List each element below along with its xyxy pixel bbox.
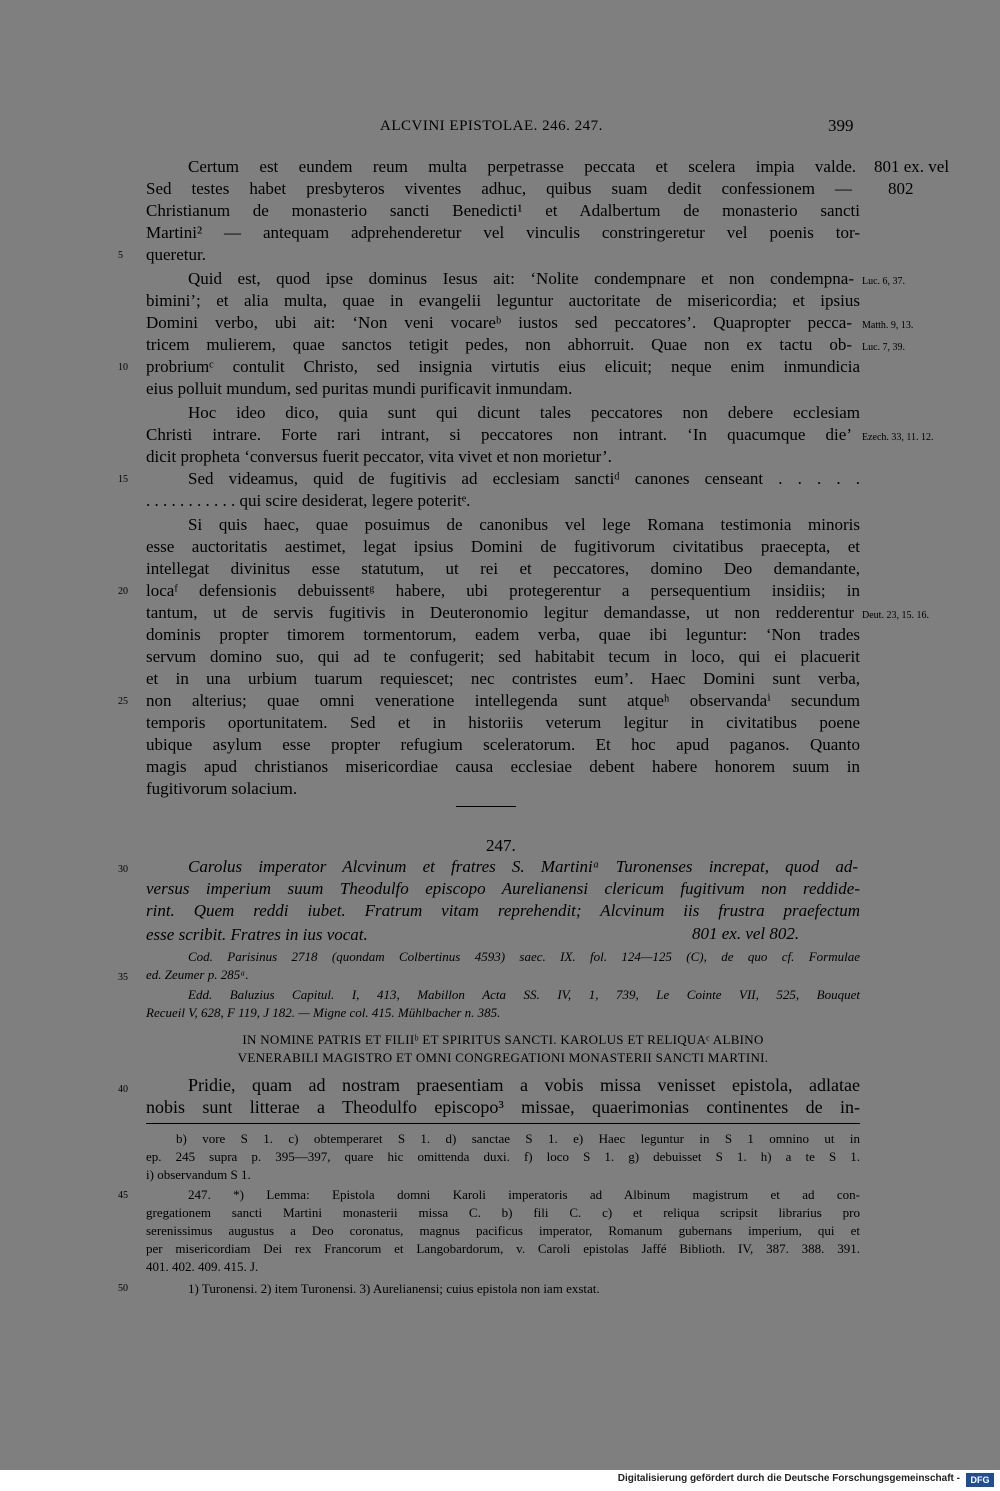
letter-text-line: nobis sunt litterae a Theodulfo episcopo³ missae, quaerimonias continentes de in- xyxy=(146,1097,860,1117)
digitization-footer xyxy=(0,1470,1000,1491)
margin-reference: Deut. 23, 15. 16. xyxy=(862,610,929,621)
text-line: tantum, ut de servis fugitivis in Deuteronomio legitur demandasse, ut non redderentur xyxy=(146,603,854,622)
text-line: Si quis haec, quae posuimus de canonibus vel lege Romana testimonia minoris xyxy=(188,515,860,534)
footnote-line: gregationem sancti Martini monasterii missa C. b) fili C. c) et reliqua scripsit librarius pro xyxy=(146,1205,860,1220)
letter-heading: VENERABILI MAGISTRO ET OMNI CONGREGATIONI MONASTERII SANCTI MARTINI. xyxy=(237,1050,769,1065)
letter-heading: IN NOMINE PATRIS ET FILIIᵇ ET SPIRITUS SANCTI. KAROLUS ET RELIQUAᶜ ALBINO xyxy=(242,1032,764,1047)
summary-line: esse scribit. Fratres in ius vocat. xyxy=(146,925,368,944)
margin-reference: Ezech. 33, 11. 12. xyxy=(862,432,934,443)
text-line: magis apud christianos misericordiae causa ecclesiae debent habere honorem suum in xyxy=(146,757,860,776)
text-line: dominis propter timorem tormentorum, eadem verba, quae ibi leguntur: ‘Non trades xyxy=(146,625,860,644)
margin-reference: Matth. 9, 13. xyxy=(862,320,914,331)
footnote-line: 401. 402. 409. 415. J. xyxy=(146,1259,259,1274)
footer-text: Digitalisierung gefördert durch die Deutsche Forschungsgemeinschaft - xyxy=(617,1473,960,1484)
text-line: tricem mulierem, quae sanctos tetigit pedes, non abhorruit. Quae non ex tactu ob- xyxy=(146,335,852,354)
text-line: Quid est, quod ipse dominus Iesus ait: ‘Nolite condempnare et non condempna- xyxy=(188,269,854,288)
summary-line: versus imperium suum Theodulfo episcopo Aurelianensi clericum fugitivum non reddide- xyxy=(146,879,860,898)
line-number: 30 xyxy=(118,864,128,875)
line-number: 5 xyxy=(118,250,123,261)
source-line: Recueil V, 628, F 119, J 182. — Migne col. 415. Mühlbacher n. 385. xyxy=(146,1005,501,1020)
text-line: Martini² — antequam adprehenderetur vel vinculis constringeretur vel poenis tor- xyxy=(146,223,860,242)
margin-reference: Luc. 6, 37. xyxy=(862,276,906,287)
text-line: non alterius; quae omni veneratione intellegenda sunt atqueʰ observandaⁱ secundum xyxy=(146,691,860,710)
text-line: esse auctoritatis aestimet, legat ipsius Domini de fugitivorum civitatibus praecepta, et xyxy=(146,537,860,556)
footnote-line: serenissimus augustus a Deo coronatus, magnus pacificus imperator, Romanum gubernans imperium, qui et xyxy=(146,1223,860,1238)
text-line: intellegat divinitus esse statutum, ut rei et peccatores, domino Deo demandante, xyxy=(146,559,860,578)
text-line: Christi intrare. Forte rari intrant, si peccatores non intrant. ‘In quacumque die’ xyxy=(146,425,852,444)
section-separator xyxy=(500,806,514,807)
line-number: 20 xyxy=(118,586,128,597)
source-line: Edd. Baluzius Capitul. I, 413, Mabillon Acta SS. IV, 1, 739, Le Cointe VII, 525, Bouquet xyxy=(188,987,860,1002)
text-line: Hoc ideo dico, quia sunt qui dicunt tales peccatores non debere ecclesiam xyxy=(188,403,860,422)
source-line: ed. Zeumer p. 285ᵃ. xyxy=(146,967,249,982)
line-number: 40 xyxy=(118,1084,128,1095)
text-line: Domini verbo, ubi ait: ‘Non veni vocareᵇ iustos sed peccatores’. Quapropter pecca- xyxy=(146,313,852,332)
footnote-line: 1) Turonensi. 2) item Turonensi. 3) Aurelianensi; cuius epistola non iam exstat. xyxy=(188,1281,600,1296)
margin-date-line2: 802 xyxy=(888,179,914,198)
line-number: 25 xyxy=(118,696,128,707)
text-line: fugitivorum solacium. xyxy=(146,779,298,798)
text-line: dicit propheta ‘conversus fuerit peccator, vita vivet et non morietur’. xyxy=(146,447,612,466)
text-line: Sed videamus, quid de fugitivis ad ecclesiam sanctiᵈ canones censeant . . . . . xyxy=(188,469,860,488)
footnote-line: ep. 245 supra p. 395—397, quare hic omittenda duxi. f) loco S 1. g) debuisset S 1. h) a te S 1. xyxy=(146,1149,860,1164)
footnote-line: b) vore S 1. c) obtemperaret S 1. d) sanctae S 1. e) Haec leguntur in S 1 omnino ut in xyxy=(176,1131,860,1146)
line-number: 10 xyxy=(118,362,128,373)
line-number: 45 xyxy=(118,1190,128,1201)
footnote-rule xyxy=(146,1123,860,1124)
text-line: . . . . . . . . . . . qui scire desiderat, legere poteritᵉ. xyxy=(146,491,471,510)
summary-line: Carolus imperator Alcvinum et fratres S. Martiniᵃ Turonenses increpat, quod ad- xyxy=(188,857,858,876)
source-line: Cod. Parisinus 2718 (quondam Colbertinus 4593) saec. IX. fol. 124—125 (C), de quo cf. Formulae xyxy=(188,949,860,964)
dfg-logo[interactable]: DFG xyxy=(966,1473,994,1487)
running-title: ALCVINI EPISTOLAE. 246. 247. xyxy=(380,118,603,134)
text-line: eius polluit mundum, sed puritas mundi purificavit inmundam. xyxy=(146,379,573,398)
text-line: Certum est eundem reum multa perpetrasse peccata et scelera impia valde. xyxy=(188,157,856,176)
summary-line: rint. Quem reddi iubet. Fratrum vitam reprehendit; Alcvinum iis frustra praefectum xyxy=(146,901,860,920)
text-line: et in una urbium tuarum requiescet; nec contristes eum’. Haec Domini sunt verba, xyxy=(146,669,860,688)
text-line: ubique asylum esse propter refugium sceleratorum. Et hoc apud paganos. Quanto xyxy=(146,735,860,754)
line-number: 35 xyxy=(118,972,128,983)
text-line: queretur. xyxy=(146,245,206,264)
footnote-line: 247. *) Lemma: Epistola domni Karoli imperatoris ad Albinum magistrum et ad con- xyxy=(188,1187,860,1202)
line-number: 15 xyxy=(118,474,128,485)
text-line: Sed testes habet presbyteros viventes adhuc, quibus suam dedit confessionem — xyxy=(146,179,852,198)
page-number: 399 xyxy=(828,116,854,135)
margin-reference: Luc. 7, 39. xyxy=(862,342,906,353)
line-number: 50 xyxy=(118,1283,128,1294)
text-line: bimini’; et alia multa, quae in evangelii leguntur auctoritate de misericordia; et ipsius xyxy=(146,291,860,310)
text-line: servum domino suo, qui ad te confugerit; sed habitabit tecum in loco, qui ei placuerit xyxy=(146,647,860,666)
text-line: locaᶠ defensionis debuissentᵍ habere, ubi protegerentur a persequentium insidiis; in xyxy=(146,581,860,600)
text-line: probriumᶜ contulit Christo, sed insignia virtutis eius elicuit; neque enim inmundicia xyxy=(146,357,860,376)
footnote-line: i) observandum S 1. xyxy=(146,1167,251,1182)
text-line: temporis oportunitatem. Sed et in historiis veterum legitur in civitatibus poene xyxy=(146,713,860,732)
letter-number: 247. xyxy=(486,836,516,855)
text-line: Christianum de monasterio sancti Benedicti¹ et Adalbertum de monasterio sancti xyxy=(146,201,860,220)
letter-text-line: Pridie, quam ad nostram praesentiam a vobis missa venisset epistola, adlatae xyxy=(188,1075,860,1095)
margin-date-line1: 801 ex. vel xyxy=(874,157,950,176)
summary-date: 801 ex. vel 802. xyxy=(692,924,800,943)
footnote-line: per misericordiam Dei rex Francorum et Langobardorum, v. Caroli epistolas Jaffé Biblioth. IV, 387. 388. 391. xyxy=(146,1241,860,1256)
